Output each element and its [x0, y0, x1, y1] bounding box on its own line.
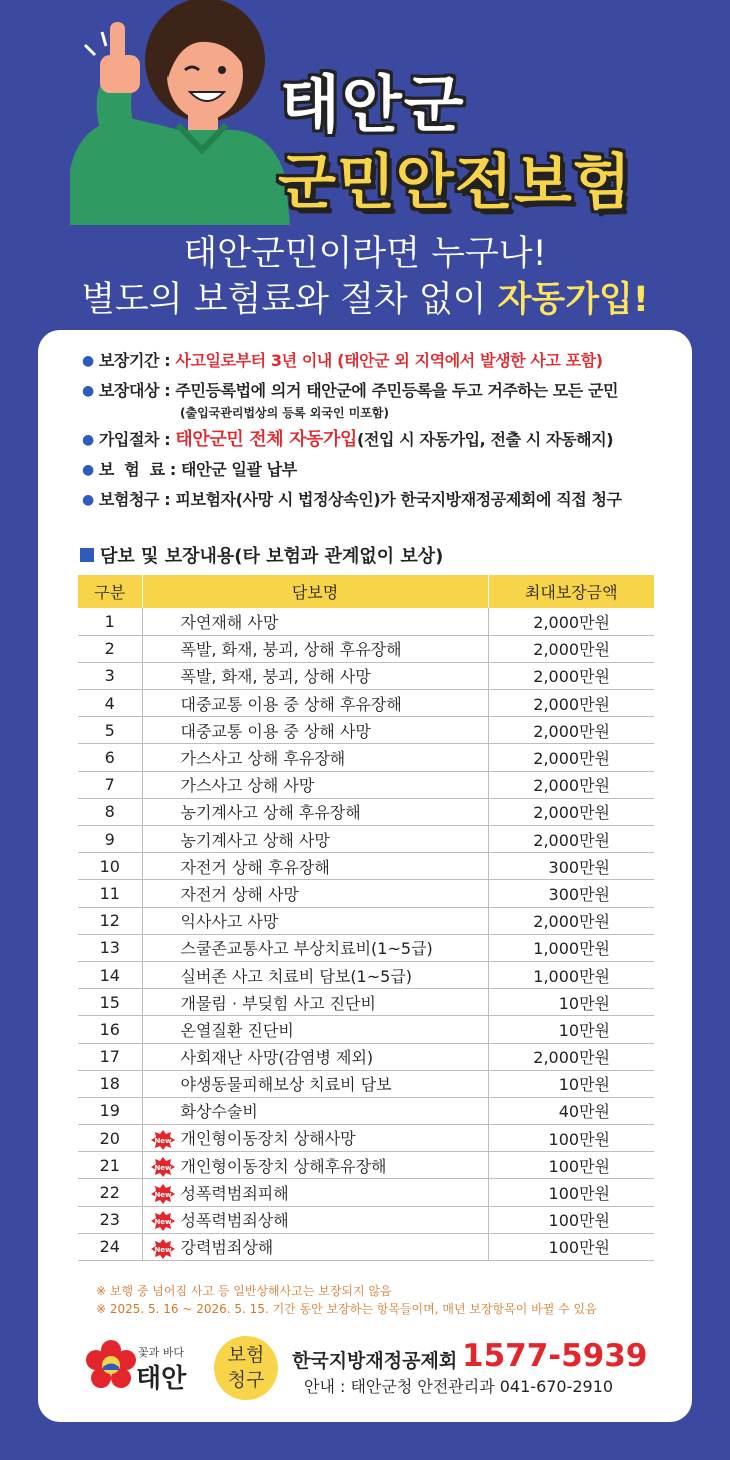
- coverage-name: 폭발, 화재, 붕괴, 상해 사망: [180, 667, 371, 687]
- coverage-name-cell: [142, 1070, 488, 1097]
- coverage-name-cell: [142, 798, 488, 825]
- info-item-premium: [82, 459, 692, 481]
- max-amount: 2,000만원: [488, 771, 654, 798]
- table-row: [78, 662, 654, 689]
- contact-info: 안내 : 태안군청 안전관리과 041-670-2910: [304, 1377, 614, 1396]
- max-amount: 2,000만원: [488, 608, 654, 635]
- max-amount: 300만원: [488, 853, 654, 880]
- coverage-name-cell: [142, 1016, 488, 1043]
- max-amount: 10만원: [488, 1016, 654, 1043]
- logo-text: 태안: [136, 1364, 187, 1394]
- coverage-name-cell: [142, 1233, 488, 1260]
- col-header-name: 담보명: [142, 575, 488, 608]
- title-line1: 태안군: [280, 68, 466, 141]
- table-row: [78, 961, 654, 988]
- table-row: [78, 1152, 654, 1179]
- row-number: 19: [78, 1097, 142, 1124]
- new-badge-icon: [151, 1211, 175, 1231]
- col-header-amount: 최대보장금액: [488, 575, 654, 608]
- info-value: (전입 시 자동가입, 전출 시 자동해지): [357, 430, 614, 449]
- table-row: [78, 1097, 654, 1124]
- row-number: 21: [78, 1152, 142, 1179]
- row-number: 10: [78, 853, 142, 880]
- table-row: [78, 853, 654, 880]
- max-amount: 2,000만원: [488, 662, 654, 689]
- info-label: 보험청구 :: [98, 490, 176, 509]
- coverage-name-cell: [142, 989, 488, 1016]
- coverage-name: 가스사고 상해 사망: [180, 776, 315, 796]
- coverage-name-cell: [142, 826, 488, 853]
- max-amount: 2,000만원: [488, 744, 654, 771]
- coverage-name-cell: [142, 744, 488, 771]
- coverage-name: 개물림 · 부딪힘 사고 진단비: [180, 993, 376, 1013]
- row-number: 9: [78, 826, 142, 853]
- subtitle-line2: [0, 272, 730, 322]
- footnotes: [96, 1282, 597, 1318]
- new-badge-label: New: [153, 1245, 172, 1254]
- coverage-name: 야생동물피해보상 치료비 담보: [180, 1075, 392, 1095]
- coverage-name: 강력범죄상해: [180, 1238, 274, 1258]
- row-number: 13: [78, 934, 142, 961]
- row-number: 12: [78, 907, 142, 934]
- info-note: (출입국관리법상의 등록 외국인 미포함): [180, 406, 389, 420]
- row-number: 3: [78, 662, 142, 689]
- coverage-name: 성폭력범죄상해: [180, 1210, 289, 1230]
- info-value: 피보험자(사망 시 법정상속인)가 한국지방재정공제회에 직접 청구: [175, 490, 622, 509]
- coverage-name-cell: [142, 635, 488, 662]
- new-badge-icon: [151, 1184, 175, 1204]
- table-row: [78, 1206, 654, 1233]
- coverage-name: 성폭력범죄피해: [180, 1183, 289, 1203]
- max-amount: 2,000만원: [488, 798, 654, 825]
- bullet-icon: ●: [82, 432, 94, 448]
- subtitle-highlight: 자동가입!: [497, 280, 649, 320]
- footnote: ※ 보행 중 넘어짐 사고 등 일반상해사고는 보장되지 않음: [96, 1284, 392, 1298]
- col-header-no: 구분: [78, 575, 142, 608]
- row-number: 23: [78, 1206, 142, 1233]
- new-badge-icon: [151, 1157, 175, 1177]
- claim-badge-line2: 청구: [227, 1369, 265, 1391]
- max-amount: 40만원: [488, 1097, 654, 1124]
- max-amount: 2,000만원: [488, 717, 654, 744]
- max-amount: 100만원: [488, 1125, 654, 1152]
- table-row: [78, 1179, 654, 1206]
- footer: [38, 1330, 692, 1410]
- coverage-name-cell: [142, 690, 488, 717]
- coverage-name-cell: [142, 771, 488, 798]
- subtitle-line1: 태안군민이라면 누구나!: [183, 234, 547, 274]
- row-number: 2: [78, 635, 142, 662]
- table-row: [78, 1070, 654, 1097]
- bullet-icon: ●: [82, 462, 94, 478]
- coverage-name: 농기계사고 상해 후유장해: [180, 803, 361, 823]
- max-amount: 10만원: [488, 989, 654, 1016]
- table-row: [78, 608, 654, 635]
- row-number: 5: [78, 717, 142, 744]
- info-value: 태안군 일괄 납부: [181, 460, 297, 479]
- coverage-name: 자연재해 사망: [180, 612, 279, 632]
- coverage-name: 자전거 상해 사망: [180, 884, 299, 904]
- row-number: 11: [78, 880, 142, 907]
- subtitle-line2-text: 별도의 보험료와 절차 없이: [81, 280, 498, 320]
- max-amount: 1,000만원: [488, 961, 654, 988]
- table-row: [78, 1233, 654, 1260]
- coverage-name-cell: [142, 1206, 488, 1233]
- coverage-name: 자전거 상해 후유장해: [180, 857, 330, 877]
- coverage-name: 가스사고 상해 후유장해: [180, 749, 346, 769]
- row-number: 4: [78, 690, 142, 717]
- info-item-period: [82, 350, 692, 372]
- thumbs-up-woman-illustration: [50, 0, 290, 225]
- row-number: 20: [78, 1125, 142, 1152]
- title-line2: 군민안전보험: [278, 148, 632, 218]
- claim-badge: [214, 1336, 278, 1400]
- logo-tagline: 꽃과 바다: [138, 1346, 185, 1359]
- square-bullet-icon: [80, 548, 94, 562]
- coverage-name-cell: [142, 1043, 488, 1070]
- coverage-name-cell: [142, 934, 488, 961]
- row-number: 18: [78, 1070, 142, 1097]
- coverage-name-cell: [142, 853, 488, 880]
- max-amount: 100만원: [488, 1179, 654, 1206]
- row-number: 6: [78, 744, 142, 771]
- coverage-name: 대중교통 이용 중 상해 후유장해: [180, 694, 402, 714]
- table-row: [78, 907, 654, 934]
- info-list: [82, 350, 692, 519]
- info-value-highlight: 태안군민 전체 자동가입: [175, 429, 358, 450]
- table-row: [78, 934, 654, 961]
- coverage-name: 실버존 사고 치료비 담보(1~5급): [180, 966, 413, 986]
- bullet-icon: ●: [82, 383, 94, 399]
- coverage-name: 익사사고 사망: [180, 912, 279, 932]
- coverage-name: 대중교통 이용 중 상해 사망: [180, 721, 371, 741]
- table-row: [78, 690, 654, 717]
- info-label: 가입절차 :: [98, 430, 176, 449]
- max-amount: 2,000만원: [488, 907, 654, 934]
- row-number: 7: [78, 771, 142, 798]
- max-amount: 2,000만원: [488, 826, 654, 853]
- new-badge-icon: [151, 1239, 175, 1259]
- max-amount: 10만원: [488, 1070, 654, 1097]
- coverage-name: 사회재난 사망(감염병 제외): [180, 1048, 374, 1068]
- table-row: [78, 880, 654, 907]
- coverage-name-cell: [142, 1152, 488, 1179]
- bullet-icon: ●: [82, 353, 94, 369]
- row-number: 24: [78, 1233, 142, 1260]
- info-value: 사고일로부터 3년 이내 (태안군 외 지역에서 발생한 사고 포함): [175, 351, 603, 370]
- table-row: [78, 1016, 654, 1043]
- max-amount: 2,000만원: [488, 1043, 654, 1070]
- coverage-name: 스쿨존교통사고 부상치료비(1~5급): [180, 939, 433, 959]
- table-row: [78, 744, 654, 771]
- coverage-name: 온열질환 진단비: [180, 1020, 294, 1040]
- new-badge-label: New: [153, 1218, 172, 1227]
- info-label: 보장기간 :: [98, 351, 176, 370]
- coverage-table: [78, 575, 654, 1261]
- new-badge-label: New: [153, 1136, 172, 1145]
- table-row: [78, 717, 654, 744]
- row-number: 8: [78, 798, 142, 825]
- coverage-name: 폭발, 화재, 붕괴, 상해 후유장해: [180, 640, 402, 660]
- table-row: [78, 1125, 654, 1152]
- info-item-claim: [82, 489, 692, 511]
- row-number: 16: [78, 1016, 142, 1043]
- coverage-name-cell: [142, 1097, 488, 1124]
- max-amount: 2,000만원: [488, 635, 654, 662]
- max-amount: 100만원: [488, 1233, 654, 1260]
- row-number: 22: [78, 1179, 142, 1206]
- hero-banner: [0, 0, 730, 330]
- coverage-name-cell: [142, 662, 488, 689]
- max-amount: 100만원: [488, 1206, 654, 1233]
- table-row: [78, 989, 654, 1016]
- table-row: [78, 771, 654, 798]
- max-amount: 2,000만원: [488, 690, 654, 717]
- coverage-name-cell: [142, 961, 488, 988]
- claim-badge-line1: 보험: [227, 1344, 265, 1366]
- coverage-name: 개인형이동장치 상해사망: [180, 1129, 356, 1149]
- coverage-name-cell: [142, 907, 488, 934]
- section-title-text: 담보 및 보장내용(타 보험과 관계없이 보상): [100, 546, 444, 567]
- max-amount: 1,000만원: [488, 934, 654, 961]
- info-value: 주민등록법에 의거 태안군에 주민등록을 두고 거주하는 모든 군민: [175, 381, 619, 400]
- max-amount: 100만원: [488, 1152, 654, 1179]
- table-row: [78, 1043, 654, 1070]
- coverage-name-cell: [142, 1179, 488, 1206]
- max-amount: 300만원: [488, 880, 654, 907]
- row-number: 15: [78, 989, 142, 1016]
- new-badge-label: New: [153, 1191, 172, 1200]
- info-item-procedure: [82, 429, 692, 451]
- coverage-name-cell: [142, 717, 488, 744]
- content-card: [38, 330, 692, 1422]
- table-header-row: [78, 575, 654, 608]
- table-row: [78, 798, 654, 825]
- phone-number[interactable]: 1577-5939: [462, 1338, 648, 1374]
- org-name: 한국지방재정공제회: [292, 1350, 458, 1372]
- row-number: 1: [78, 608, 142, 635]
- section-title: [80, 542, 443, 568]
- taean-logo-icon: [86, 1340, 136, 1390]
- new-badge-icon: [151, 1130, 175, 1150]
- info-label: 보 험 료 :: [98, 460, 182, 479]
- coverage-name: 화상수술비: [180, 1102, 258, 1122]
- info-label: 보장대상 :: [98, 381, 176, 400]
- new-badge-label: New: [153, 1164, 172, 1173]
- table-row: [78, 826, 654, 853]
- coverage-name-cell: [142, 880, 488, 907]
- info-item-target: [82, 380, 692, 402]
- coverage-name: 개인형이동장치 상해후유장해: [180, 1156, 387, 1176]
- coverage-name-cell: [142, 1125, 488, 1152]
- table-row: [78, 635, 654, 662]
- coverage-name-cell: [142, 608, 488, 635]
- row-number: 14: [78, 961, 142, 988]
- footnote: ※ 2025. 5. 16 ~ 2026. 5. 15. 기간 동안 보장하는 항목들이며, 매년 보장항목이 바뀔 수 있음: [96, 1302, 597, 1316]
- coverage-name: 농기계사고 상해 사망: [180, 830, 330, 850]
- bullet-icon: ●: [82, 492, 94, 508]
- row-number: 17: [78, 1043, 142, 1070]
